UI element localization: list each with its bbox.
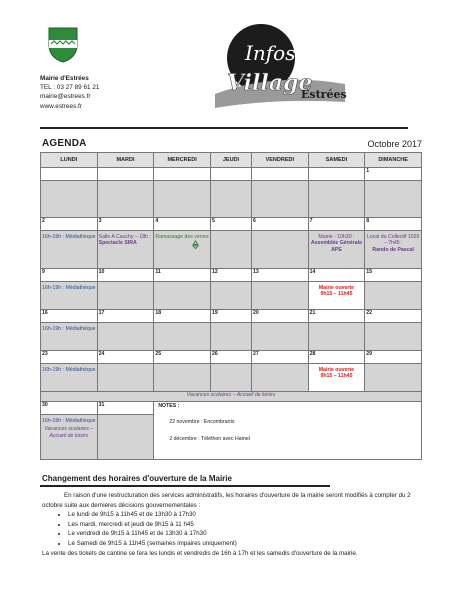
day-number: 3	[97, 218, 154, 231]
day-number: 20	[251, 310, 308, 323]
section-divider	[40, 485, 330, 487]
week-number-row	[41, 168, 422, 181]
calendar-header-row	[41, 153, 422, 168]
event-cell	[154, 282, 211, 310]
recycling-event: Ramassage des verres	[155, 234, 209, 240]
day-header: MERCREDI	[154, 153, 211, 168]
day-number: 18	[154, 310, 211, 323]
event-cell	[210, 231, 251, 269]
event-cell	[365, 323, 422, 351]
hours-item: • Le lundi de 9h15 à 11h45 et de 13h30 à 17h30	[68, 510, 422, 520]
event-cell	[41, 231, 98, 269]
event-cell	[154, 231, 211, 269]
section-body	[42, 491, 422, 558]
day-number	[41, 168, 98, 181]
event-cell	[154, 364, 211, 392]
mairie-open-event: Mairie ouverte 9h15 – 11h45	[318, 367, 355, 380]
day-number: 9	[41, 269, 98, 282]
day-number: 8	[365, 218, 422, 231]
day-number: 10	[97, 269, 154, 282]
event-cell	[251, 323, 308, 351]
day-number: 21	[308, 310, 365, 323]
event-cell	[210, 282, 251, 310]
event-cell	[308, 282, 365, 310]
day-number: 17	[97, 310, 154, 323]
event-cell	[97, 364, 154, 392]
day-number: 27	[251, 351, 308, 364]
vacances-row	[41, 392, 422, 402]
note-line: 2 décembre : Téléthon avec Hamel	[169, 435, 250, 442]
vacances-banner: Vacances scolaires – Accueil de loisirs	[41, 392, 422, 402]
event-cell	[365, 282, 422, 310]
contact-block	[40, 74, 99, 111]
week-event-row	[41, 181, 422, 218]
day-number: 16	[41, 310, 98, 323]
week-number-row	[41, 269, 422, 282]
event-cell	[41, 415, 98, 460]
event-cell	[251, 181, 308, 218]
mairie-open-event: Mairie ouverte 9h15 – 11h45	[318, 285, 355, 298]
week-event-row	[41, 323, 422, 351]
event-cell	[41, 181, 98, 218]
day-number: 26	[210, 351, 251, 364]
week-number-row	[41, 310, 422, 323]
agenda-title: AGENDA	[42, 138, 87, 149]
mediatheque-event: 16h-19h : Médiathèque	[42, 285, 96, 291]
hours-item: • Le Samedi de 9h15 à 11h45 (semaines impaires uniquement)	[68, 539, 422, 549]
day-number	[97, 168, 154, 181]
section-title: Changement des horaires d'ouverture de la Mairie	[42, 474, 232, 483]
event-cell	[41, 323, 98, 351]
week-event-row	[41, 282, 422, 310]
event-cell	[210, 181, 251, 218]
logo-infos: Infos	[245, 41, 296, 65]
event-cell	[154, 181, 211, 218]
recycle-icon	[191, 240, 200, 249]
mediatheque-event: 16h-19h : Médiathèque	[42, 234, 96, 240]
day-header: SAMEDI	[308, 153, 365, 168]
mediatheque-event: 16h-19h : Médiathèque	[42, 326, 96, 332]
event-cell	[210, 323, 251, 351]
event-cell	[251, 282, 308, 310]
event-cell	[41, 364, 98, 392]
infos-village-logo	[205, 22, 350, 112]
event-cell	[97, 282, 154, 310]
day-number: 24	[97, 351, 154, 364]
day-number	[251, 168, 308, 181]
day-number: 22	[365, 310, 422, 323]
day-number: 14	[308, 269, 365, 282]
vacances-note: Vacances scolaires – Accueil de loisirs	[44, 426, 94, 439]
event-cell	[97, 181, 154, 218]
day-header: VENDREDI	[251, 153, 308, 168]
hours-item: • Les mardi, mercredi et jeudi de 9h15 à 11 h45	[68, 520, 422, 530]
day-number: 15	[365, 269, 422, 282]
event-cell	[154, 323, 211, 351]
day-number: 5	[210, 218, 251, 231]
outro-paragraph: La vente des tickets de cantine se fera les lundis et vendredis de 16h à 17h et les samedis d'ouverture de la mairie.	[42, 549, 358, 557]
week-number-row	[41, 218, 422, 231]
event-cell	[365, 231, 422, 269]
day-number: 23	[41, 351, 98, 364]
event-cell	[97, 415, 154, 460]
spectacle-event: Salle A Cauchy – 18h : Spectacle SIRA	[98, 234, 151, 247]
event-cell	[210, 364, 251, 392]
day-header: LUNDI	[41, 153, 98, 168]
logo-estrees: Estrées	[301, 88, 347, 101]
day-header: DIMANCHE	[365, 153, 422, 168]
day-number: 30	[41, 402, 98, 415]
event-cell	[308, 181, 365, 218]
phone-number: TEL : 03 27 89 61 21	[40, 84, 100, 92]
intro-paragraph: En raison d'une restructuration des services administratifs, les horaires d'ouverture de la mairie seront modifiés à compter du 2 octobre suite aux dernières décisions gouvernementales :	[42, 492, 411, 509]
ape-event: Mairie - 10h30 : Assemblée Générale APE	[310, 234, 362, 253]
rando-event: Local du Collectif 1026 – 7h45 : Rando de Pascal	[366, 234, 420, 253]
day-header: JEUDI	[210, 153, 251, 168]
website: www.estrees.fr	[40, 102, 82, 110]
agenda-month: Octobre 2017	[367, 139, 422, 149]
day-number: 1	[365, 168, 422, 181]
day-number: 11	[154, 269, 211, 282]
day-number: 31	[97, 402, 154, 415]
org-name: Mairie d'Estrées	[40, 75, 89, 82]
day-number: 19	[210, 310, 251, 323]
day-number: 12	[210, 269, 251, 282]
event-cell	[97, 231, 154, 269]
header-divider	[40, 127, 408, 129]
email-address: mairie@estrees.fr	[40, 93, 91, 101]
week-number-row	[41, 351, 422, 364]
mediatheque-event: 16h-19h : Médiathèque	[42, 367, 96, 373]
day-number	[308, 168, 365, 181]
hours-list	[42, 510, 422, 548]
event-cell	[97, 323, 154, 351]
event-cell	[41, 282, 98, 310]
day-number	[154, 168, 211, 181]
note-line: 22 novembre : Encombrants	[169, 419, 235, 426]
mediatheque-event: 16h-19h : Médiathèque	[42, 418, 96, 424]
event-cell	[251, 364, 308, 392]
event-cell	[308, 231, 365, 269]
event-cell	[365, 364, 422, 392]
event-cell	[308, 323, 365, 351]
day-number: 4	[154, 218, 211, 231]
day-number: 25	[154, 351, 211, 364]
week-event-row	[41, 364, 422, 392]
notes-label: NOTES :	[158, 403, 180, 409]
event-cell	[365, 181, 422, 218]
notes-box	[154, 402, 422, 460]
week-number-row	[41, 402, 422, 415]
hours-item: • Le vendredi de 9h15 à 11h45 et de 13h30 à 17h30	[68, 529, 422, 539]
day-number: 7	[308, 218, 365, 231]
estrees-crest	[48, 27, 78, 63]
calendar-table	[40, 152, 422, 460]
day-number: 6	[251, 218, 308, 231]
day-header: MARDI	[97, 153, 154, 168]
day-number: 2	[41, 218, 98, 231]
day-number: 29	[365, 351, 422, 364]
day-number: 13	[251, 269, 308, 282]
event-cell	[308, 364, 365, 392]
event-cell	[251, 231, 308, 269]
logo-village: Village	[227, 70, 313, 96]
week-event-row	[41, 231, 422, 269]
day-number	[210, 168, 251, 181]
day-number: 28	[308, 351, 365, 364]
